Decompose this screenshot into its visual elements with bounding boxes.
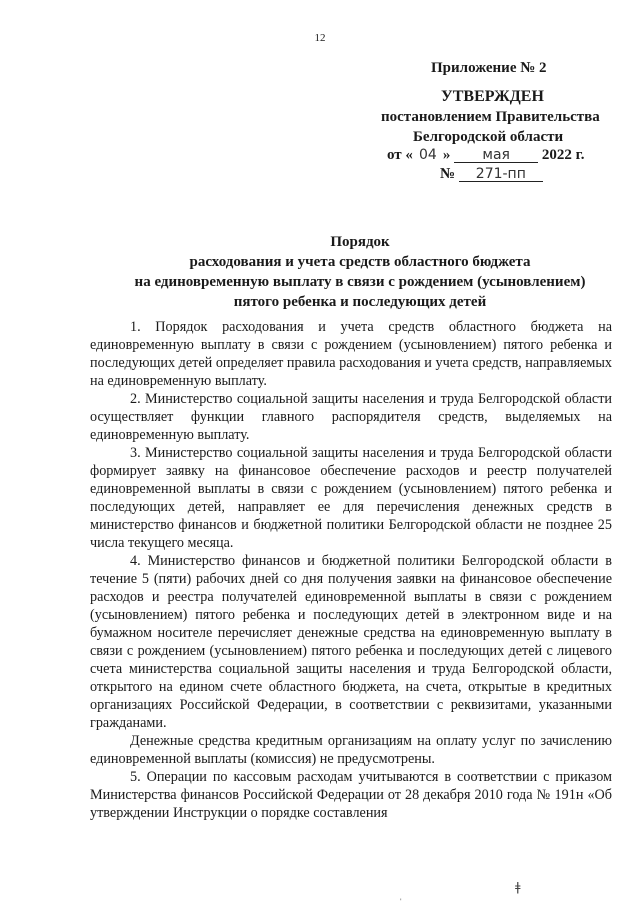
approved-label: УТВЕРЖДЕН (441, 88, 544, 105)
title-line-3: на единовременную выплату в связи с рождением (усыновлением) (134, 274, 586, 290)
decree-number (440, 164, 543, 184)
paragraph-2: 2. Министерство социальной защиты населения и труда Белгородской области осуществляет функции главного распорядителя средств, выделяемых на единовременную выплату. (90, 391, 612, 443)
appendix-label: Приложение № 2 (431, 60, 547, 76)
date-prefix: от « (387, 147, 413, 163)
title-line-1: Порядок (330, 234, 390, 250)
page-number: 12 (314, 32, 326, 44)
margin-mark: ǂ (515, 880, 521, 894)
date-year: 2022 г. (541, 147, 585, 163)
number-value: 271-пп (459, 167, 543, 182)
decree-date (387, 145, 585, 165)
paragraph-5: 5. Операции по кассовым расходам учитываются в соответствии с приказом Министерства финансов Российской Федерации от 28 декабря 2010 года № 191н «Об утверждении Инструкции о порядке составления (90, 769, 612, 821)
paragraph-3: 3. Министерство социальной защиты населения и труда Белгородской области формирует заявку на финансовое обеспечение расходов и реестр получателей единовременной выплаты в связи с рождением (усыновлением) пятого ребенка и последующих детей, направляет ее для перечисления денежных средств в министерство финансов и бюджетной политики Белгородской области не позднее 25 числа текущего месяца. (90, 445, 612, 551)
title-line-2: расходования и учета средств областного бюджета (189, 254, 531, 270)
decree-line-2: Белгородской области (413, 129, 564, 145)
paragraph-1: 1. Порядок расходования и учета средств областного бюджета на единовременную выплату в связи с рождением (усыновлением) пятого ребенка и последующих детей определяет правила расходования и учета средств, направляемых на единовременную выплату. (90, 319, 612, 389)
date-day: 04 (419, 147, 437, 163)
margin-mark-small: ' (400, 898, 402, 905)
title-line-4: пятого ребенка и последующих детей (233, 294, 487, 310)
number-prefix: № (440, 166, 456, 182)
date-month: мая (454, 148, 538, 163)
document-title (90, 232, 630, 312)
date-mid: » (442, 147, 451, 163)
decree-line-1: постановлением Правительства (381, 109, 600, 125)
document-body (90, 318, 612, 822)
paragraph-4-note: Денежные средства кредитным организациям на оплату услуг по зачислению единовременной выплаты (комиссия) не предусмотрены. (90, 733, 612, 767)
paragraph-4: 4. Министерство финансов и бюджетной политики Белгородской области в течение 5 (пяти) рабочих дней со дня получения заявки на финансовое обеспечение расходов и реестра получателей единовременной выплаты в связи с рождением (усыновлением) пятого ребенка и последующих детей в электронном виде и на бумажном носителе перечисляет денежные средства на единовременную выплату в связи с рождением (усыновлением) пятого ребенка и последующих детей с лицевого счета министерства социальной защиты населения и труда Белгородской области, открытого на едином счете областного бюджета, на счета, открытые в кредитных организациях Российской Федерации, в соответствии с реквизитами, указанными гражданами. (90, 553, 612, 731)
